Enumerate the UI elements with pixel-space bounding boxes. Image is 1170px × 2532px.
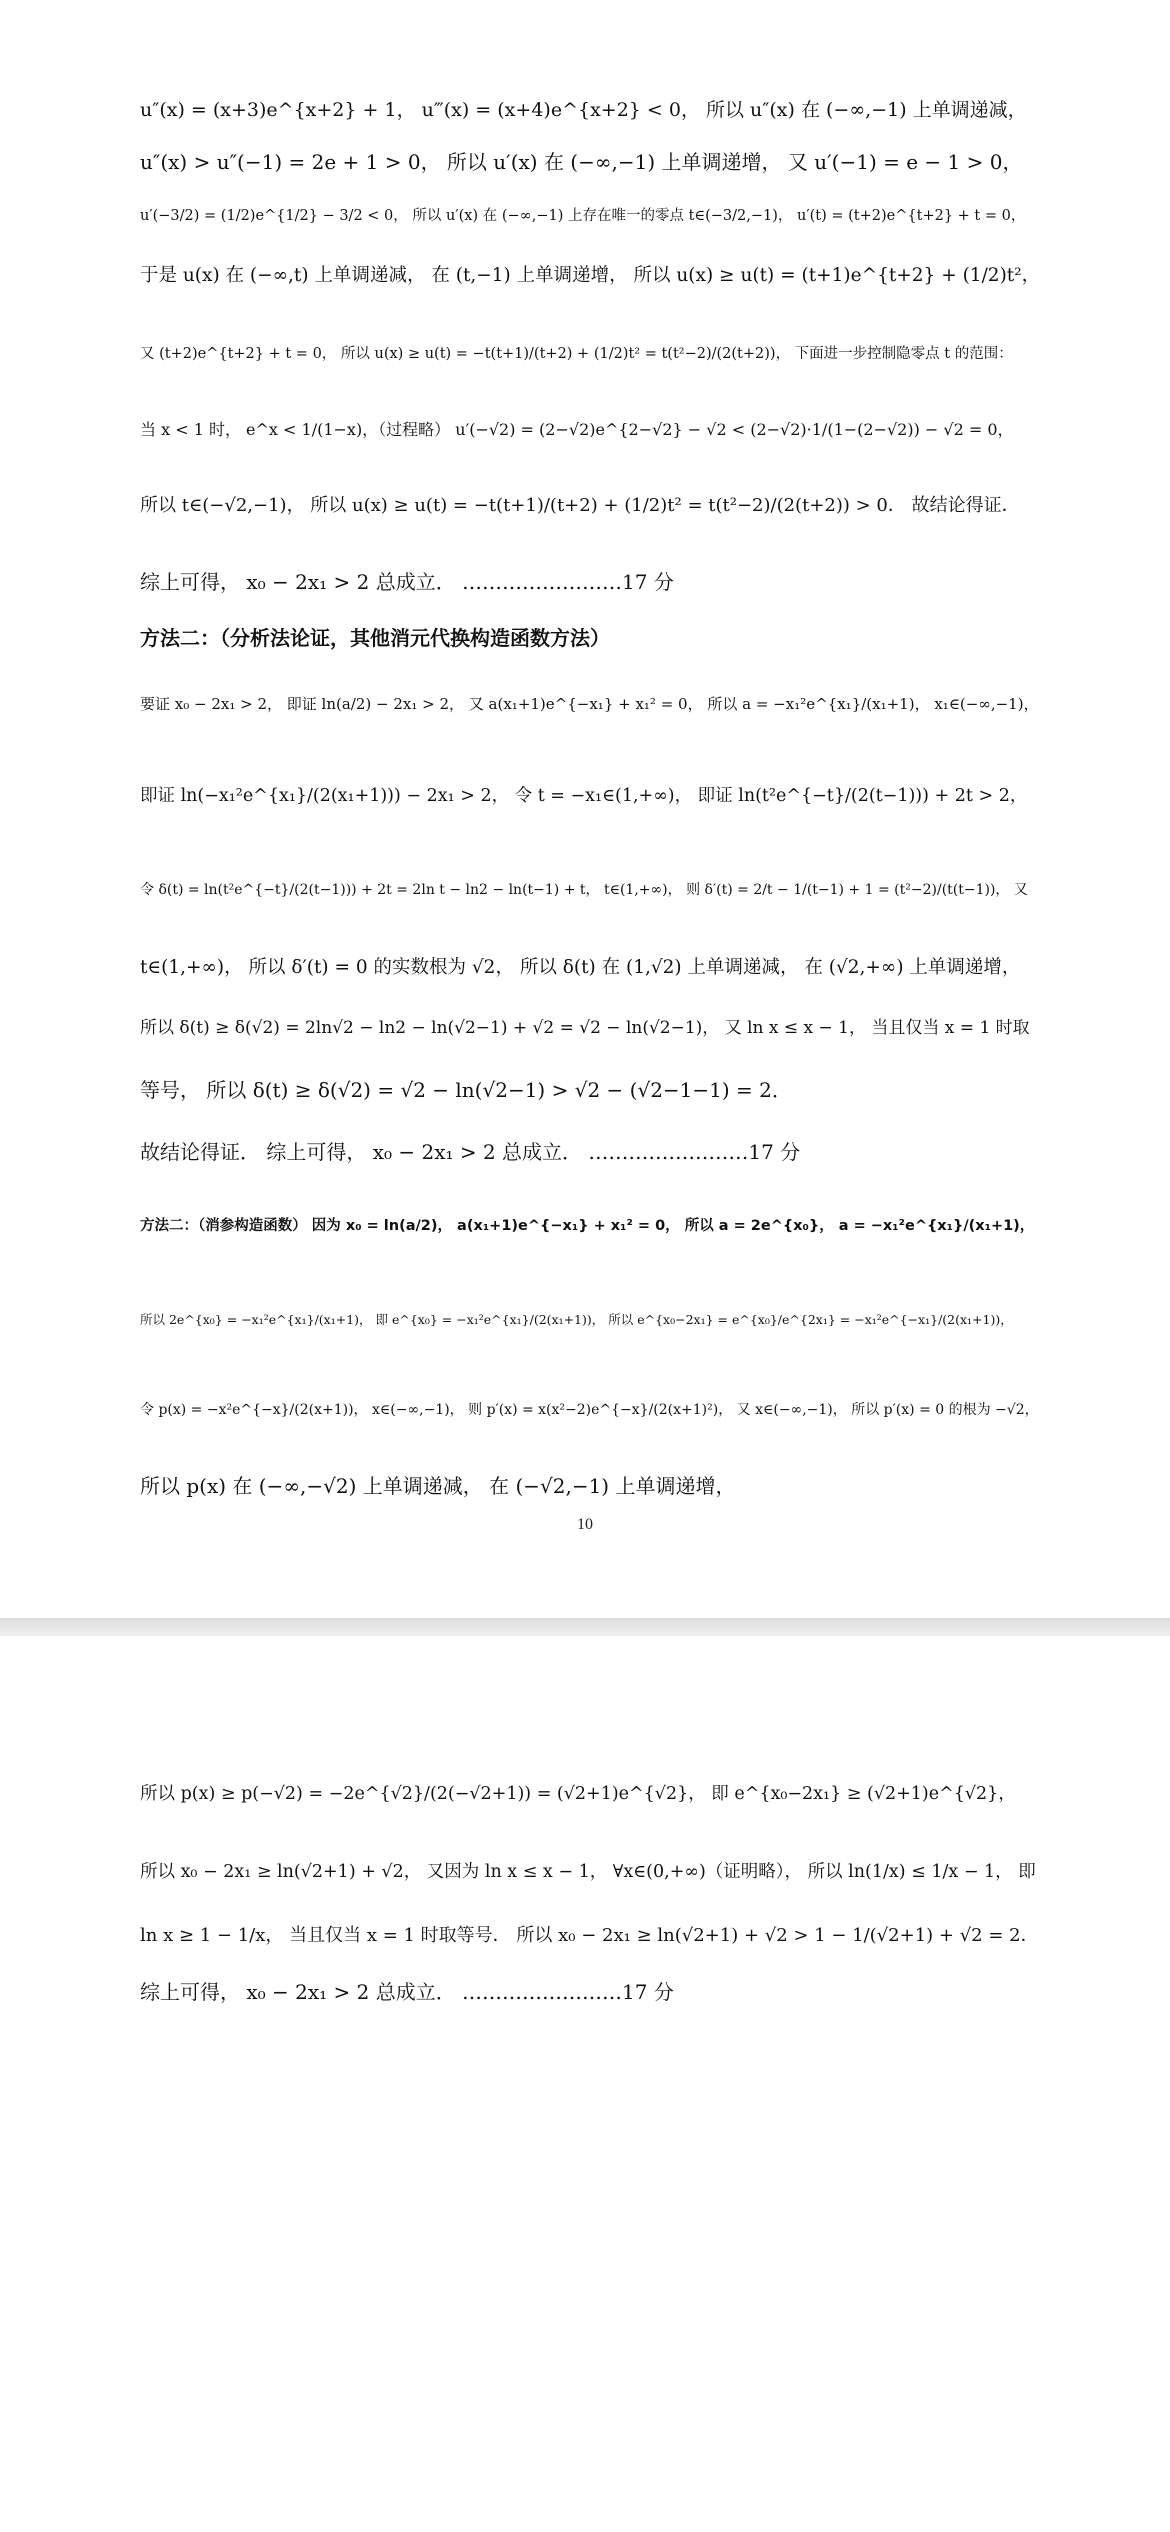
text-line: 于是 u(x) 在 (−∞,t) 上单调递减， 在 (t,−1) 上单调递增， 所以 u(x) ≥ u(t) = (t+1)e^{t+2} + (1/2)t²，: [140, 265, 1041, 286]
text-line: u′(−3/2) = (1/2)e^{1/2} − 3/2 < 0， 所以 u′(x) 在 (−∞,−1) 上存在唯一的零点 t∈(−3/2,−1)， u′(t) = (t+2)e^{t+2} + t = 0，: [140, 208, 1026, 224]
text-line: 综上可得， x₀ − 2x₁ > 2 总成立． ……………………17 分: [140, 570, 674, 594]
text-line: 当 x < 1 时， e^x < 1/(1−x)，（过程略） u′(−√2) = (2−√2)e^{2−√2} − √2 < (2−√2)·1/(1−(2−√2)) − √2 = 0，: [140, 420, 1014, 439]
page-separator: [0, 1618, 1170, 1636]
text-line: 即证 ln(−x₁²e^{x₁}/(2(x₁+1))) − 2x₁ > 2， 令 t = −x₁∈(1,+∞)， 即证 ln(t²e^{−t}/(2(t−1))) + 2t > 2，: [140, 786, 1028, 806]
text-line: 令 δ(t) = ln(t²e^{−t}/(2(t−1))) + 2t = 2ln t − ln2 − ln(t−1) + t， t∈(1,+∞)， 则 δ′(t) = 2/t − 1/(t−1) + 1 = (t²−2)/(t(t−1))， 又: [140, 882, 1028, 898]
section-heading: 方法二：（分析法论证，其他消元代换构造函数方法）: [140, 626, 610, 650]
text-line: 所以 x₀ − 2x₁ ≥ ln(√2+1) + √2， 又因为 ln x ≤ x − 1， ∀x∈(0,+∞)（证明略）， 所以 ln(1/x) ≤ 1/x − 1， 即: [140, 1862, 1036, 1882]
text-line: 所以 t∈(−√2,−1)， 所以 u(x) ≥ u(t) = −t(t+1)/(t+2) + (1/2)t² = t(t²−2)/(2(t+2)) > 0． 故结论得证．: [140, 495, 1020, 516]
text-line: 又 (t+2)e^{t+2} + t = 0， 所以 u(x) ≥ u(t) = −t(t+1)/(t+2) + (1/2)t² = t(t²−2)/(2(t+2))， 下面进一步控制隐零点 t 的范围：: [140, 346, 1013, 362]
text-line: 要证 x₀ − 2x₁ > 2， 即证 ln(a/2) − 2x₁ > 2， 又 a(x₁+1)e^{−x₁} + x₁² = 0， 所以 a = −x₁²e^{x₁}/(x₁+1)， x₁∈(−∞,−1)，: [140, 695, 1039, 713]
page-number: 10: [577, 1516, 593, 1533]
text-line: u″(x) > u″(−1) = 2e + 1 > 0， 所以 u′(x) 在 (−∞,−1) 上单调递增， 又 u′(−1) = e − 1 > 0，: [140, 150, 1023, 174]
section-heading: 方法二：（消参构造函数） 因为 x₀ = ln(a/2)， a(x₁+1)e^{−x₁} + x₁² = 0， 所以 a = 2e^{x₀}， a = −x₁²e^{x₁}/(x₁+1)，: [140, 1218, 1035, 1234]
text-line: 所以 2e^{x₀} = −x₁²e^{x₁}/(x₁+1)， 即 e^{x₀} = −x₁²e^{x₁}/(2(x₁+1))， 所以 e^{x₀−2x₁} = e^{x₀}/e^{2x₁} = −x₁²e^{−x₁}/(2(x₁+1))，: [140, 1312, 1013, 1327]
text-line: 所以 p(x) 在 (−∞,−√2) 上单调递减， 在 (−√2,−1) 上单调递增，: [140, 1474, 736, 1498]
text-line: 综上可得， x₀ − 2x₁ > 2 总成立． ……………………17 分: [140, 1980, 674, 2004]
text-line: 故结论得证． 综上可得， x₀ − 2x₁ > 2 总成立． ……………………17 分: [140, 1140, 801, 1164]
text-line: ln x ≥ 1 − 1/x， 当且仅当 x = 1 时取等号． 所以 x₀ − 2x₁ ≥ ln(√2+1) + √2 > 1 − 1/(√2+1) + √2 = 2．: [140, 1925, 1039, 1946]
text-line: u″(x) = (x+3)e^{x+2} + 1， u‴(x) = (x+4)e^{x+2} < 0， 所以 u″(x) 在 (−∞,−1) 上单调递减，: [140, 99, 1027, 121]
text-line: 令 p(x) = −x²e^{−x}/(2(x+1))， x∈(−∞,−1)， 则 p′(x) = x(x²−2)e^{−x}/(2(x+1)²)， 又 x∈(−∞,−1)， 所以 p′(x) = 0 的根为 −√2，: [140, 1402, 1039, 1418]
text-line: 等号， 所以 δ(t) ≥ δ(√2) = √2 − ln(√2−1) > √2 − (√2−1−1) = 2．: [140, 1078, 792, 1102]
document-page-2: [0, 1636, 1170, 2532]
text-line: 所以 δ(t) ≥ δ(√2) = 2ln√2 − ln2 − ln(√2−1) + √2 = √2 − ln(√2−1)， 又 ln x ≤ x − 1， 当且仅当 x = 1 时取: [140, 1018, 1030, 1038]
text-line: 所以 p(x) ≥ p(−√2) = −2e^{√2}/(2(−√2+1)) = (√2+1)e^{√2}， 即 e^{x₀−2x₁} ≥ (√2+1)e^{√2}，: [140, 1784, 1016, 1804]
text-line: t∈(1,+∞)， 所以 δ′(t) = 0 的实数根为 √2， 所以 δ(t) 在 (1,√2) 上单调递减， 在 (√2,+∞) 上单调递增，: [140, 957, 1021, 978]
